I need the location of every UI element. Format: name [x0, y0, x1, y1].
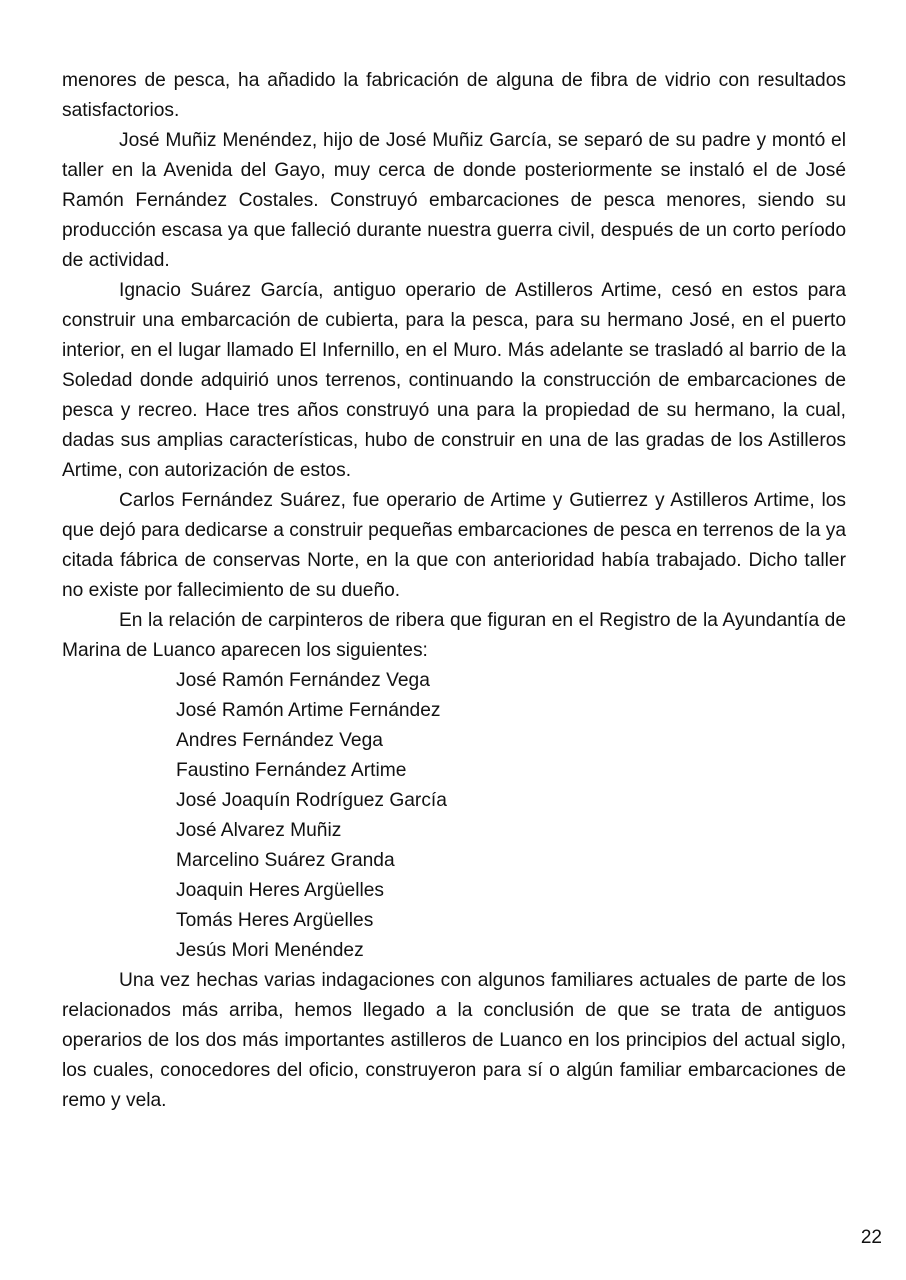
document-body [62, 66, 846, 1116]
paragraph: Una vez hechas varias indagaciones con algunos familiares actuales de parte de los relacionados más arriba, hemos llegado a la conclusión de que se trata de antiguos operarios de los dos más importantes astilleros de Luanco en los principios del actual siglo, los cuales, conocedores del oficio, construyeron para sí o algún familiar embarcaciones de remo y vela. [62, 970, 846, 1111]
list-item: Andres Fernández Vega [176, 730, 383, 751]
list-item: Marcelino Suárez Granda [176, 850, 395, 871]
list-item: Joaquin Heres Argüelles [176, 880, 384, 901]
list-item: José Ramón Artime Fernández [176, 700, 441, 721]
paragraph: Ignacio Suárez García, antiguo operario de Astilleros Artime, cesó en estos para construir una embarcación de cubierta, para la pesca, para su hermano José, en el puerto interior, en el lugar llamado El Infernillo, en el Muro. Más adelante se trasladó al barrio de la Soledad donde adquirió unos terrenos, continuando la construcción de embarcaciones de pesca y recreo. Hace tres años construyó una para la propiedad de su hermano, la cual, dadas sus amplias características, hubo de construir en una de las gradas de los Astilleros Artime, con autorización de estos. [62, 280, 846, 481]
list-item: Faustino Fernández Artime [176, 760, 407, 781]
paragraph: En la relación de carpinteros de ribera que figuran en el Registro de la Ayundantía de Marina de Luanco aparecen los siguientes: [62, 610, 846, 661]
carpenter-name-list [62, 666, 846, 966]
paragraph: José Muñiz Menéndez, hijo de José Muñiz García, se separó de su padre y montó el taller en la Avenida del Gayo, muy cerca de donde posteriormente se instaló el de José Ramón Fernández Costales. Construyó embarcaciones de pesca menores, siendo su producción escasa ya que falleció durante nuestra guerra civil, después de un corto período de actividad. [62, 130, 846, 271]
paragraph: menores de pesca, ha añadido la fabricación de alguna de fibra de vidrio con resultados satisfactorios. [62, 70, 846, 121]
page-number: 22 [860, 1227, 882, 1248]
list-item: Tomás Heres Argüelles [176, 910, 374, 931]
list-item: José Joaquín Rodríguez García [176, 790, 447, 811]
list-item: Jesús Mori Menéndez [176, 940, 364, 961]
list-item: José Alvarez Muñiz [176, 820, 342, 841]
list-item: José Ramón Fernández Vega [176, 670, 430, 691]
paragraph: Carlos Fernández Suárez, fue operario de Artime y Gutierrez y Astilleros Artime, los que dejó para dedicarse a construir pequeñas embarcaciones de pesca en terrenos de la ya citada fábrica de conservas Norte, en la que con anterioridad había trabajado. Dicho taller no existe por fallecimiento de su dueño. [62, 490, 846, 601]
